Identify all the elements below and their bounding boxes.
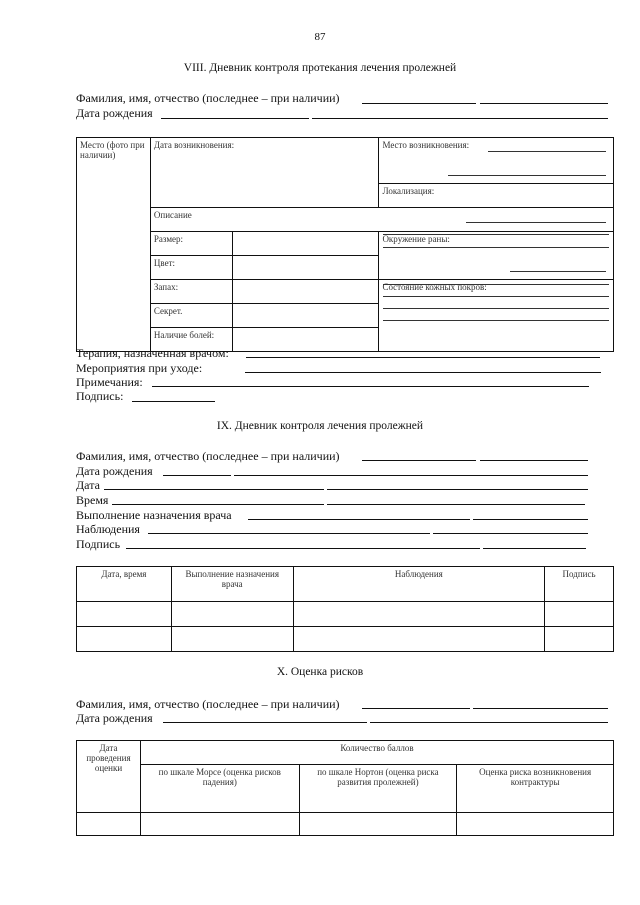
table-cell[interactable] — [171, 602, 293, 627]
date-onset-cell[interactable] — [150, 138, 379, 208]
skin-state-line-4 — [383, 308, 609, 309]
s9-time-field-1[interactable] — [112, 504, 324, 505]
care-field[interactable] — [245, 372, 601, 373]
wound-surround-line-1 — [466, 222, 606, 223]
table-cell[interactable] — [77, 813, 141, 836]
s10-dob-field-1[interactable] — [163, 722, 367, 723]
th-fulfill: Выполнение назначения врача — [171, 567, 293, 602]
s9-diary-table — [76, 566, 614, 652]
pain-value[interactable] — [232, 328, 379, 352]
secretion-label: Секрет. — [153, 306, 183, 316]
s9-time-label: Время — [76, 493, 109, 507]
wound-surround-cell[interactable] — [379, 232, 614, 280]
notes-label: Примечания: — [76, 375, 143, 389]
table-cell[interactable] — [293, 627, 544, 652]
s9-date-field-2[interactable] — [327, 489, 588, 490]
size-label: Размер: — [153, 234, 184, 244]
s9-dob-label: Дата рождения — [76, 464, 153, 478]
place-label: Место (фото при наличии) — [80, 140, 145, 160]
section-8-title: VIII. Дневник контроля протекания лечения пролежней — [183, 62, 457, 74]
date-onset-label: Дата возникновения: — [153, 140, 235, 150]
localization-line — [448, 175, 606, 176]
s10-fio-field-2[interactable] — [473, 708, 608, 709]
secretion-value[interactable] — [232, 304, 379, 328]
skin-state-line-1 — [510, 271, 606, 272]
secretion-cell — [150, 304, 232, 328]
table-cell[interactable] — [77, 627, 172, 652]
description-cell — [150, 208, 613, 232]
s10-fio-label: Фамилия, имя, отчество (последнее – при наличии) — [76, 697, 340, 711]
localization-label: Локализация: — [382, 186, 435, 196]
localization-cell[interactable] — [379, 184, 614, 208]
s8-fio-field-1[interactable] — [362, 103, 476, 104]
s9-date-label: Дата — [76, 478, 100, 492]
section-10-title: X. Оценка рисков — [276, 666, 364, 678]
skin-state-line-2 — [383, 284, 609, 285]
wound-surround-label: Окружение раны: — [382, 234, 450, 244]
page-number: 87 — [314, 31, 326, 43]
s9-fio-label: Фамилия, имя, отчество (последнее – при наличии) — [76, 449, 340, 463]
color-label: Цвет: — [153, 258, 176, 268]
notes-field[interactable] — [152, 386, 589, 387]
signature-field[interactable] — [132, 401, 215, 402]
s9-dob-field-1[interactable] — [163, 475, 231, 476]
place-onset-line — [488, 151, 606, 152]
skin-state-line-5 — [383, 320, 609, 321]
description-label: Описание — [153, 210, 192, 220]
s9-fulfill-label: Выполнение назначения врача — [76, 508, 232, 522]
table-cell[interactable] — [140, 813, 299, 836]
table-cell[interactable] — [77, 602, 172, 627]
s10-fio-field-1[interactable] — [362, 708, 470, 709]
s8-dob-label: Дата рождения — [76, 106, 153, 120]
skin-state-line-3 — [383, 296, 609, 297]
s9-time-field-2[interactable] — [327, 504, 585, 505]
s9-fulfill-field-2[interactable] — [473, 519, 588, 520]
table-cell[interactable] — [171, 627, 293, 652]
table-cell[interactable] — [299, 813, 457, 836]
size-value[interactable] — [232, 232, 379, 256]
wound-surround-line-3 — [383, 247, 609, 248]
signature-label: Подпись: — [76, 389, 124, 403]
smell-value[interactable] — [232, 280, 379, 304]
place-onset-cell[interactable] — [379, 138, 614, 184]
s9-sig-field-2[interactable] — [483, 548, 586, 549]
table-cell[interactable] — [457, 813, 614, 836]
pain-label: Наличие болей: — [153, 330, 215, 340]
th-assessment-date: Дата проведения оценки — [77, 741, 141, 813]
size-cell — [150, 232, 232, 256]
place-photo-cell[interactable] — [77, 138, 151, 352]
wound-surround-line-2 — [383, 234, 609, 235]
th-observations: Наблюдения — [293, 567, 544, 602]
s8-dob-field-1[interactable] — [161, 118, 309, 119]
s9-dob-field-2[interactable] — [234, 475, 588, 476]
s8-fio-label: Фамилия, имя, отчество (последнее – при наличии) — [76, 91, 340, 105]
s9-sig-field-1[interactable] — [126, 548, 480, 549]
table-cell[interactable] — [545, 627, 614, 652]
s9-fio-field-2[interactable] — [480, 460, 588, 461]
s9-obs-field-2[interactable] — [433, 533, 588, 534]
s9-fio-field-1[interactable] — [362, 460, 476, 461]
smell-cell — [150, 280, 232, 304]
color-value[interactable] — [232, 256, 379, 280]
s10-risk-table — [76, 740, 614, 836]
s9-sig-label: Подпись — [76, 537, 121, 551]
therapy-label: Терапия, назначенная врачом: — [76, 346, 229, 360]
skin-state-cell[interactable] — [379, 280, 614, 352]
section-9-title: IX. Дневник контроля лечения пролежней — [216, 420, 424, 432]
therapy-field[interactable] — [246, 357, 600, 358]
s10-dob-field-2[interactable] — [370, 722, 608, 723]
table-cell[interactable] — [545, 602, 614, 627]
care-label: Мероприятия при уходе: — [76, 361, 203, 375]
s9-date-field-1[interactable] — [104, 489, 324, 490]
s8-dob-field-2[interactable] — [312, 118, 608, 119]
skin-state-label: Состояние кожных покров: — [382, 282, 487, 292]
th-norton: по шкале Нортон (оценка риска развития пролежней) — [299, 765, 457, 813]
th-morse: по шкале Морсе (оценка рисков падения) — [140, 765, 299, 813]
s8-fio-field-2[interactable] — [480, 103, 608, 104]
table-cell[interactable] — [293, 602, 544, 627]
color-cell — [150, 256, 232, 280]
th-datetime: Дата, время — [77, 567, 172, 602]
th-signature: Подпись — [545, 567, 614, 602]
th-score: Количество баллов — [140, 741, 613, 765]
place-onset-label: Место возникновения: — [382, 140, 470, 150]
s9-obs-field-1[interactable] — [148, 533, 430, 534]
s10-dob-label: Дата рождения — [76, 711, 153, 725]
s9-obs-label: Наблюдения — [76, 522, 140, 536]
s9-fulfill-field-1[interactable] — [248, 519, 470, 520]
smell-label: Запах: — [153, 282, 179, 292]
th-contracture: Оценка риска возникновения контрактуры — [457, 765, 614, 813]
